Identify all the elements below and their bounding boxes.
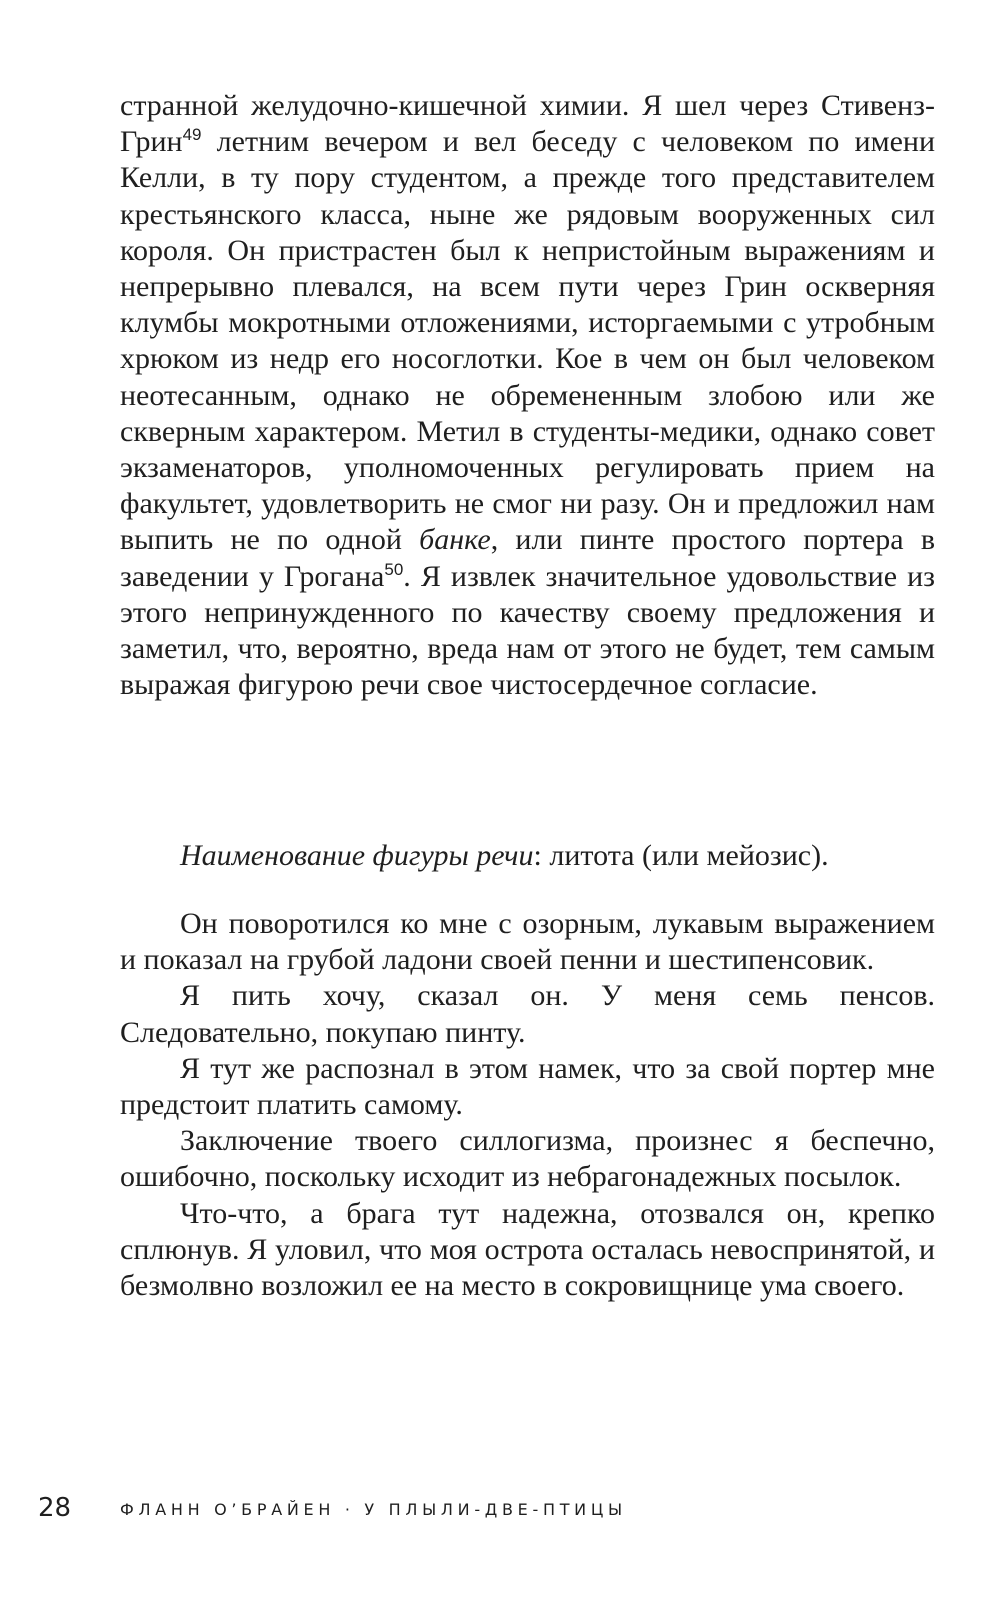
figure-of-speech-line [180, 838, 829, 874]
dialogue-section [120, 906, 935, 1304]
figure-colon: : [533, 839, 550, 872]
page-number: 28 [38, 1493, 72, 1523]
paragraph-1 [120, 88, 935, 703]
footnote-ref-49: 49 [182, 125, 202, 145]
main-paragraph [120, 88, 935, 703]
italic-word: банке [419, 523, 491, 557]
figure-value: литота (или мейозис). [549, 839, 829, 872]
paragraph-1-text-a: странной желудочно-кишечной химии. Я шел через Стивенз-Грин [120, 89, 935, 159]
paragraph-1-text-d: . Я извлек значительное удовольствие из этого непринужденного по качеству своему предложения и заметил, что, вероятно, вреда нам от этого не будет, тем самым выражая фигурою речи свое чистосердечное согласие. [120, 559, 935, 702]
footnote-ref-50: 50 [384, 559, 404, 579]
paragraph-3: Я пить хочу, сказал он. У меня семь пенсов. Следовательно, покупаю пинту. [120, 979, 935, 1049]
paragraph-2: Он поворотился ко мне с озорным, лукавым выражением и показал на грубой ладони своей пенни и шестипенсовик. [120, 907, 935, 977]
paragraph-1-text-b: летним вечером и вел беседу с человеком по имени Келли, в ту пору студентом, а прежде того представителем крестьянского класса, ныне же рядовым вооруженных сил короля. Он пристрастен был к непристойным выражениям и непрерывно плевался, на всем пути через Грин оскверняя клумбы мокротными отложениями, исторгаемыми с утробным хрюком из недр его носоглотки. Кое в чем он был человеком неотесанным, однако не обремененным злобою или же скверным характером. Метил в студенты-медики, однако совет экзаменаторов, уполномоченных регулировать прием на факультет, удовлетворить не смог ни разу. Он и предложил нам выпить не по одной [120, 125, 935, 557]
paragraph-4: Я тут же распознал в этом намек, что за свой портер мне предстоит платить самому. [120, 1051, 935, 1122]
figure-label: Наименование фигуры речи [180, 839, 534, 872]
running-head: ФЛАНН О’БРАЙЕН · У ПЛЫЛИ-ДВЕ-ПТИЦЫ [120, 1500, 627, 1519]
paragraph-5: Заключение твоего силлогизма, произнес я беспечно, ошибочно, поскольку исходит из небрагонадежных посылок. [120, 1124, 935, 1194]
paragraph-1-text-c: , или пинте простого портера в заведении у Грогана [120, 523, 936, 593]
paragraph-6: Что-что, а брага тут надежна, отозвался он, крепко сплюнув. Я уловил, что моя острота осталась невоспринятой, и безмолвно возложил ее на место в сокровищнице ума своего. [120, 1196, 935, 1303]
